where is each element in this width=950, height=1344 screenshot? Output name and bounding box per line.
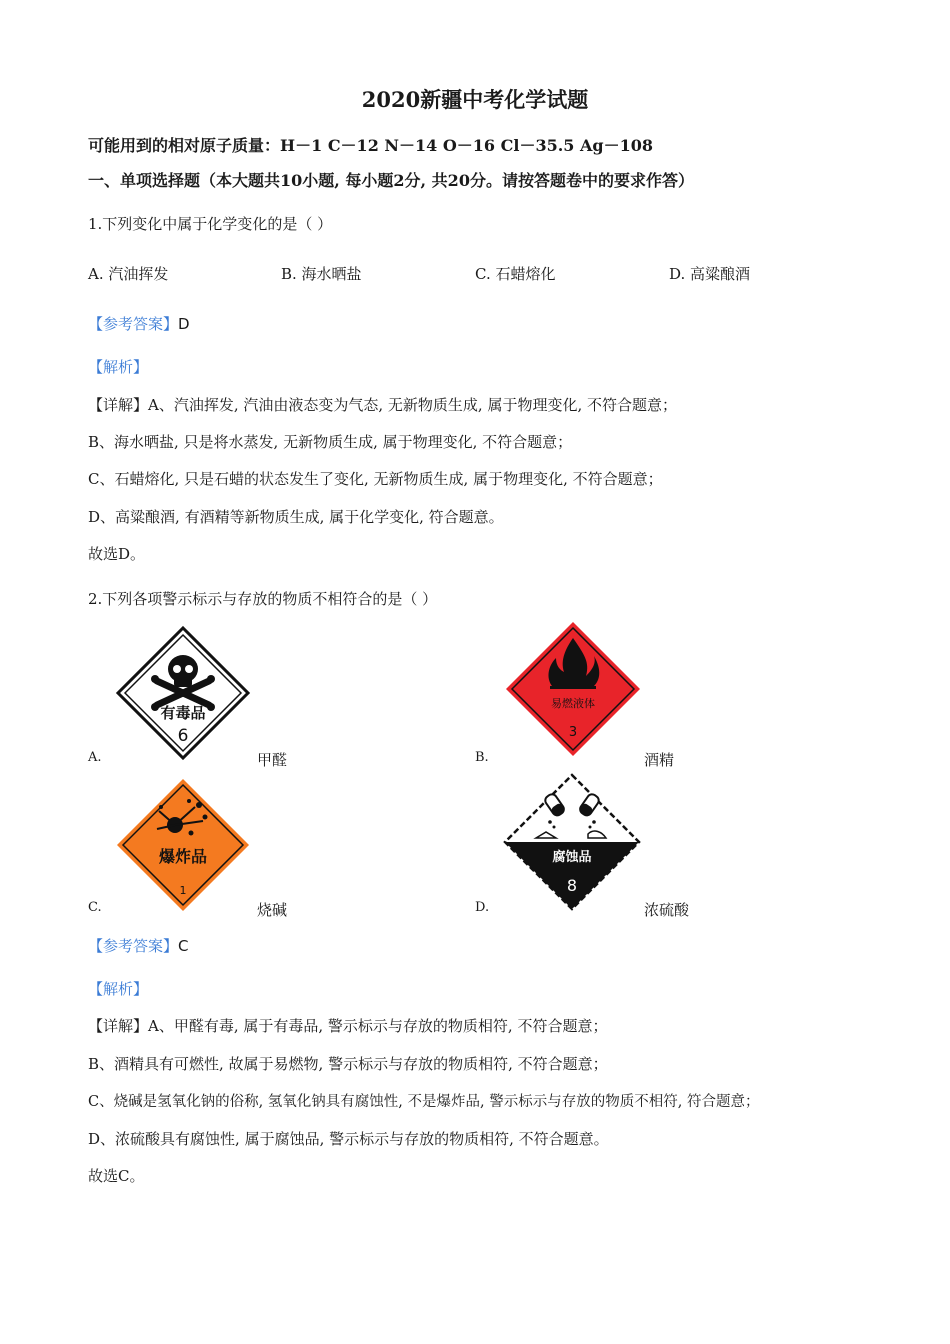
q2-option-b-letter: B. — [475, 750, 489, 765]
explosive-sign-label: 爆炸品 — [158, 847, 208, 866]
q2-option-c-substance: 烧碱 — [257, 901, 288, 919]
q2-answer-value: C — [178, 937, 189, 955]
q2-option-a-substance: 甲醛 — [257, 751, 288, 769]
q1-detail-line-3: C、石蜡熔化, 只是石蜡的状态发生了变化, 无新物质生成, 属于物理变化, 不符合题意； — [88, 470, 663, 488]
corrosive-sign-icon — [502, 772, 642, 912]
q2-option-d-letter: D. — [475, 900, 490, 915]
q2-option-d-substance: 浓硫酸 — [644, 901, 690, 919]
corrosive-sign-label: 腐蚀品 — [552, 850, 592, 865]
q2-answer-label: 【参考答案】 — [88, 937, 179, 955]
q1-conclusion: 故选D。 — [88, 545, 146, 563]
q2-stem: 2.下列各项警示标示与存放的物质不相符合的是（ ） — [88, 590, 438, 608]
toxic-sign-icon — [115, 625, 251, 761]
q1-detail-line-4: D、高粱酿酒, 有酒精等新物质生成, 属于化学变化, 符合题意。 — [88, 508, 504, 526]
q1-option-b: B. 海水晒盐 — [281, 265, 362, 283]
q1-option-d: D. 高粱酿酒 — [669, 265, 751, 283]
q2-detail-line-4: D、浓硫酸具有腐蚀性, 属于腐蚀品, 警示标示与存放的物质相符, 不符合题意。 — [88, 1130, 609, 1148]
q2-option-a-letter: A. — [88, 750, 102, 765]
q2-detail-tag: 【详解】 — [88, 1017, 149, 1035]
atomic-masses: 可能用到的相对原子质量：H－1 C－12 N－14 O－16 Cl－35.5 Ag－108 — [88, 136, 653, 155]
toxic-sign-label: 有毒品 — [160, 704, 206, 722]
flammable-sign-number: 3 — [568, 725, 578, 740]
explosive-sign-number: 1 — [179, 884, 187, 897]
q1-detail-line-2: B、海水晒盐, 只是将水蒸发, 无新物质生成, 属于物理变化, 不符合题意； — [88, 433, 573, 451]
page-title: 2020新疆中考化学试题 — [361, 87, 589, 112]
q1-answer-label: 【参考答案】 — [88, 315, 179, 333]
q1-detail-text-1: A、汽油挥发, 汽油由液态变为气态, 无新物质生成, 属于物理变化, 不符合题意； — [148, 396, 677, 414]
q2-detail-text-1: A、甲醛有毒, 属于有毒品, 警示标示与存放的物质相符, 不符合题意； — [148, 1017, 608, 1035]
q2-detail-line-2: B、酒精具有可燃性, 故属于易燃物, 警示标示与存放的物质相符, 不符合题意； — [88, 1055, 608, 1073]
q1-answer-value: D — [178, 315, 190, 333]
q2-conclusion: 故选C。 — [88, 1167, 145, 1185]
q1-option-c: C. 石蜡熔化 — [475, 265, 556, 283]
q2-analysis-label: 【解析】 — [88, 980, 149, 998]
flammable-sign-icon — [504, 620, 642, 758]
q2-answer — [88, 935, 189, 956]
q2-option-c-letter: C. — [88, 900, 102, 915]
corrosive-sign-number: 8 — [566, 876, 578, 895]
explosive-sign-icon — [115, 777, 251, 913]
q1-detail-line-1 — [88, 394, 677, 415]
q1-stem: 1.下列变化中属于化学变化的是（ ） — [88, 215, 333, 233]
q2-detail-line-3: C、烧碱是氢氧化钠的俗称, 氢氧化钠具有腐蚀性, 不是爆炸品, 警示标示与存放的物质不相符, 符合题意； — [88, 1094, 760, 1110]
q1-option-a: A. 汽油挥发 — [88, 265, 169, 283]
q1-analysis-label: 【解析】 — [88, 358, 149, 376]
q2-detail-line-1 — [88, 1015, 607, 1036]
toxic-sign-number: 6 — [177, 726, 189, 746]
q1-detail-tag: 【详解】 — [88, 396, 149, 414]
q2-option-b-substance: 酒精 — [644, 751, 675, 769]
flammable-sign-label: 易燃液体 — [551, 697, 595, 710]
section-heading: 一、单项选择题（本大题共10小题, 每小题2分, 共20分。请按答题卷中的要求作答） — [88, 171, 694, 190]
q1-answer — [88, 313, 190, 334]
